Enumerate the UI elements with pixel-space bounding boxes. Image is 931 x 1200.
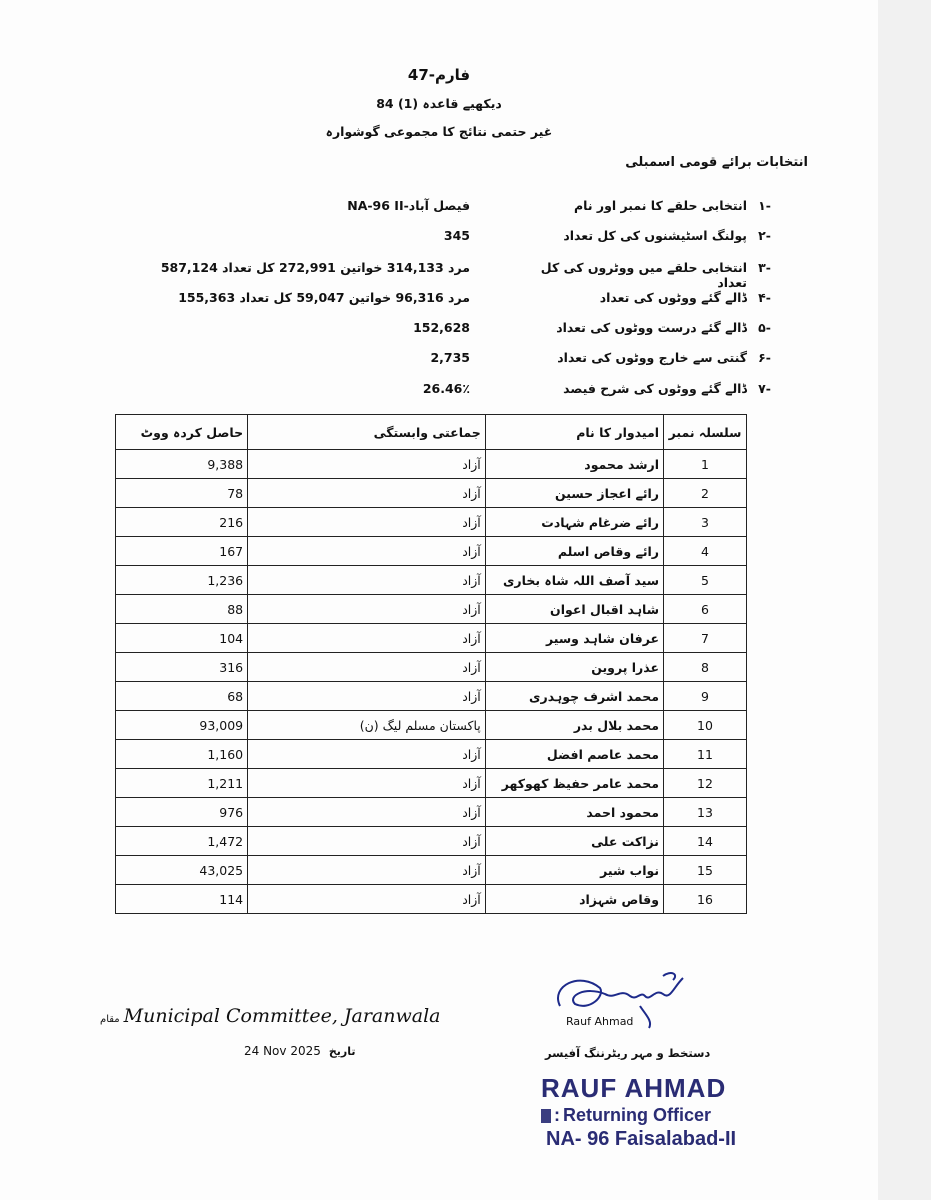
party-cell: آزاد bbox=[248, 740, 486, 769]
party-cell: آزاد bbox=[248, 479, 486, 508]
table-row bbox=[116, 653, 747, 682]
candidate-cell: رائے وقاص اسلم bbox=[485, 537, 663, 566]
page-edge bbox=[878, 0, 931, 1200]
election-title: انتخابات برائے قومی اسمبلی bbox=[625, 155, 808, 170]
candidate-cell: نواب شیر bbox=[485, 856, 663, 885]
party-cell: آزاد bbox=[248, 537, 486, 566]
table-row bbox=[116, 856, 747, 885]
stamp-title-line: : Returning Officer bbox=[541, 1105, 711, 1126]
candidate-cell: نزاکت علی bbox=[485, 827, 663, 856]
summary-value: 345 bbox=[443, 228, 470, 243]
header-party: جماعتی وابستگی bbox=[248, 415, 486, 450]
summary-label: پولنگ اسٹیشنوں کی کل تعداد bbox=[563, 228, 747, 243]
table-row bbox=[116, 595, 747, 624]
votes-cell: 1,211 bbox=[116, 769, 248, 798]
serial-cell: 2 bbox=[664, 479, 747, 508]
stamp-name: RAUF AHMAD bbox=[541, 1073, 727, 1103]
votes-cell: 1,160 bbox=[116, 740, 248, 769]
serial-cell: 15 bbox=[664, 856, 747, 885]
party-cell: آزاد bbox=[248, 769, 486, 798]
candidate-cell: عذرا پروین bbox=[485, 653, 663, 682]
summary-label: ڈالے گئے ووٹوں کی شرح فیصد bbox=[563, 381, 747, 396]
votes-cell: 9,388 bbox=[116, 450, 248, 479]
party-cell: پاکستان مسلم لیگ (ن) bbox=[248, 711, 486, 740]
candidate-cell: شاہد اقبال اعوان bbox=[485, 595, 663, 624]
summary-label: انتخابی حلقے میں ووٹروں کی کل تعداد bbox=[540, 260, 747, 290]
votes-cell: 316 bbox=[116, 653, 248, 682]
summary-number: -۶ bbox=[758, 350, 771, 365]
rule-reference: دیکھیے قاعدہ (1) 84 bbox=[376, 96, 502, 111]
party-cell: آزاد bbox=[248, 566, 486, 595]
table-row bbox=[116, 769, 747, 798]
summary-value: مرد 96,316 خواتین 59,047 کل تعداد 155,363 bbox=[178, 290, 470, 305]
serial-cell: 16 bbox=[664, 885, 747, 914]
summary-label: گنتی سے خارج ووٹوں کی تعداد bbox=[557, 350, 747, 365]
candidate-cell: عرفان شاہد وسیر bbox=[485, 624, 663, 653]
signature-name: Rauf Ahmad bbox=[566, 1015, 634, 1028]
party-cell: آزاد bbox=[248, 682, 486, 711]
results-table bbox=[115, 414, 747, 914]
signature-label: دستخط و مہر ریٹرننگ آفیسر bbox=[545, 1046, 711, 1060]
date-value: 24 Nov 2025 bbox=[244, 1044, 321, 1058]
serial-cell: 7 bbox=[664, 624, 747, 653]
place-line bbox=[100, 1005, 441, 1027]
table-row bbox=[116, 827, 747, 856]
stamp-constituency: NA- 96 Faisalabad-II bbox=[546, 1128, 737, 1150]
serial-cell: 5 bbox=[664, 566, 747, 595]
candidate-cell: وقاص شہزاد bbox=[485, 885, 663, 914]
votes-cell: 43,025 bbox=[116, 856, 248, 885]
candidate-cell: محمد عاصم افضل bbox=[485, 740, 663, 769]
serial-cell: 6 bbox=[664, 595, 747, 624]
table-row bbox=[116, 537, 747, 566]
place-label: مقام bbox=[100, 1014, 120, 1025]
votes-cell: 68 bbox=[116, 682, 248, 711]
votes-cell: 93,009 bbox=[116, 711, 248, 740]
summary-number: -۲ bbox=[758, 228, 771, 243]
date-label: تاریخ bbox=[328, 1045, 356, 1058]
summary-value: 2,735 bbox=[430, 350, 470, 365]
summary-number: -۴ bbox=[758, 290, 771, 305]
party-cell: آزاد bbox=[248, 653, 486, 682]
party-cell: آزاد bbox=[248, 595, 486, 624]
serial-cell: 11 bbox=[664, 740, 747, 769]
party-cell: آزاد bbox=[248, 885, 486, 914]
form-title: فارم-47 bbox=[407, 66, 471, 84]
table-row bbox=[116, 566, 747, 595]
party-cell: آزاد bbox=[248, 624, 486, 653]
serial-cell: 1 bbox=[664, 450, 747, 479]
table-row bbox=[116, 682, 747, 711]
stamp-ink-mark bbox=[541, 1109, 551, 1123]
place-value: Municipal Committee, Jaranwala bbox=[123, 1005, 441, 1027]
votes-cell: 976 bbox=[116, 798, 248, 827]
summary-number: -۱ bbox=[758, 198, 771, 213]
table-header-row bbox=[116, 415, 747, 450]
summary-value: 26.46٪ bbox=[422, 381, 470, 396]
party-cell: آزاد bbox=[248, 798, 486, 827]
summary-number: -۳ bbox=[758, 260, 771, 275]
summary-number: -۷ bbox=[758, 381, 771, 396]
stamp-title: Returning Officer bbox=[563, 1105, 712, 1125]
header-serial: سلسلہ نمبر bbox=[664, 415, 747, 450]
party-cell: آزاد bbox=[248, 827, 486, 856]
votes-cell: 78 bbox=[116, 479, 248, 508]
votes-cell: 1,472 bbox=[116, 827, 248, 856]
serial-cell: 9 bbox=[664, 682, 747, 711]
table-row bbox=[116, 740, 747, 769]
summary-number: -۵ bbox=[758, 320, 771, 335]
votes-cell: 104 bbox=[116, 624, 248, 653]
votes-cell: 1,236 bbox=[116, 566, 248, 595]
table-row bbox=[116, 508, 747, 537]
votes-cell: 216 bbox=[116, 508, 248, 537]
summary-label: ڈالے گئے درست ووٹوں کی تعداد bbox=[556, 320, 747, 335]
serial-cell: 13 bbox=[664, 798, 747, 827]
summary-label: انتخابی حلقے کا نمبر اور نام bbox=[573, 198, 747, 213]
serial-cell: 10 bbox=[664, 711, 747, 740]
table-row bbox=[116, 885, 747, 914]
votes-cell: 88 bbox=[116, 595, 248, 624]
table-row bbox=[116, 711, 747, 740]
candidate-cell: رائے اعجاز حسین bbox=[485, 479, 663, 508]
candidate-cell: محمود احمد bbox=[485, 798, 663, 827]
candidate-cell: سید آصف اللہ شاہ بخاری bbox=[485, 566, 663, 595]
summary-value: مرد 314,133 خواتین 272,991 کل تعداد 587,124 bbox=[160, 260, 470, 275]
party-cell: آزاد bbox=[248, 856, 486, 885]
serial-cell: 3 bbox=[664, 508, 747, 537]
serial-cell: 12 bbox=[664, 769, 747, 798]
serial-cell: 8 bbox=[664, 653, 747, 682]
candidate-cell: رائے ضرغام شہادت bbox=[485, 508, 663, 537]
party-cell: آزاد bbox=[248, 450, 486, 479]
serial-cell: 14 bbox=[664, 827, 747, 856]
votes-cell: 114 bbox=[116, 885, 248, 914]
header-candidate: امیدوار کا نام bbox=[485, 415, 663, 450]
table-row bbox=[116, 798, 747, 827]
serial-cell: 4 bbox=[664, 537, 747, 566]
candidate-cell: ارشد محمود bbox=[485, 450, 663, 479]
table-row bbox=[116, 624, 747, 653]
form-subtitle: غیر حتمی نتائج کا مجموعی گوشوارہ bbox=[325, 124, 553, 139]
candidate-cell: محمد بلال بدر bbox=[485, 711, 663, 740]
candidate-cell: محمد عامر حفیظ کھوکھر bbox=[485, 769, 663, 798]
summary-value: فیصل آباد-NA-96 II bbox=[347, 198, 470, 213]
table-row bbox=[116, 479, 747, 508]
summary-value: 152,628 bbox=[413, 320, 470, 335]
summary-label: ڈالے گئے ووٹوں کی تعداد bbox=[599, 290, 747, 305]
party-cell: آزاد bbox=[248, 508, 486, 537]
candidate-cell: محمد اشرف چوہدری bbox=[485, 682, 663, 711]
date-line bbox=[244, 1044, 356, 1058]
votes-cell: 167 bbox=[116, 537, 248, 566]
header-votes: حاصل کردہ ووٹ bbox=[116, 415, 248, 450]
table-row bbox=[116, 450, 747, 479]
